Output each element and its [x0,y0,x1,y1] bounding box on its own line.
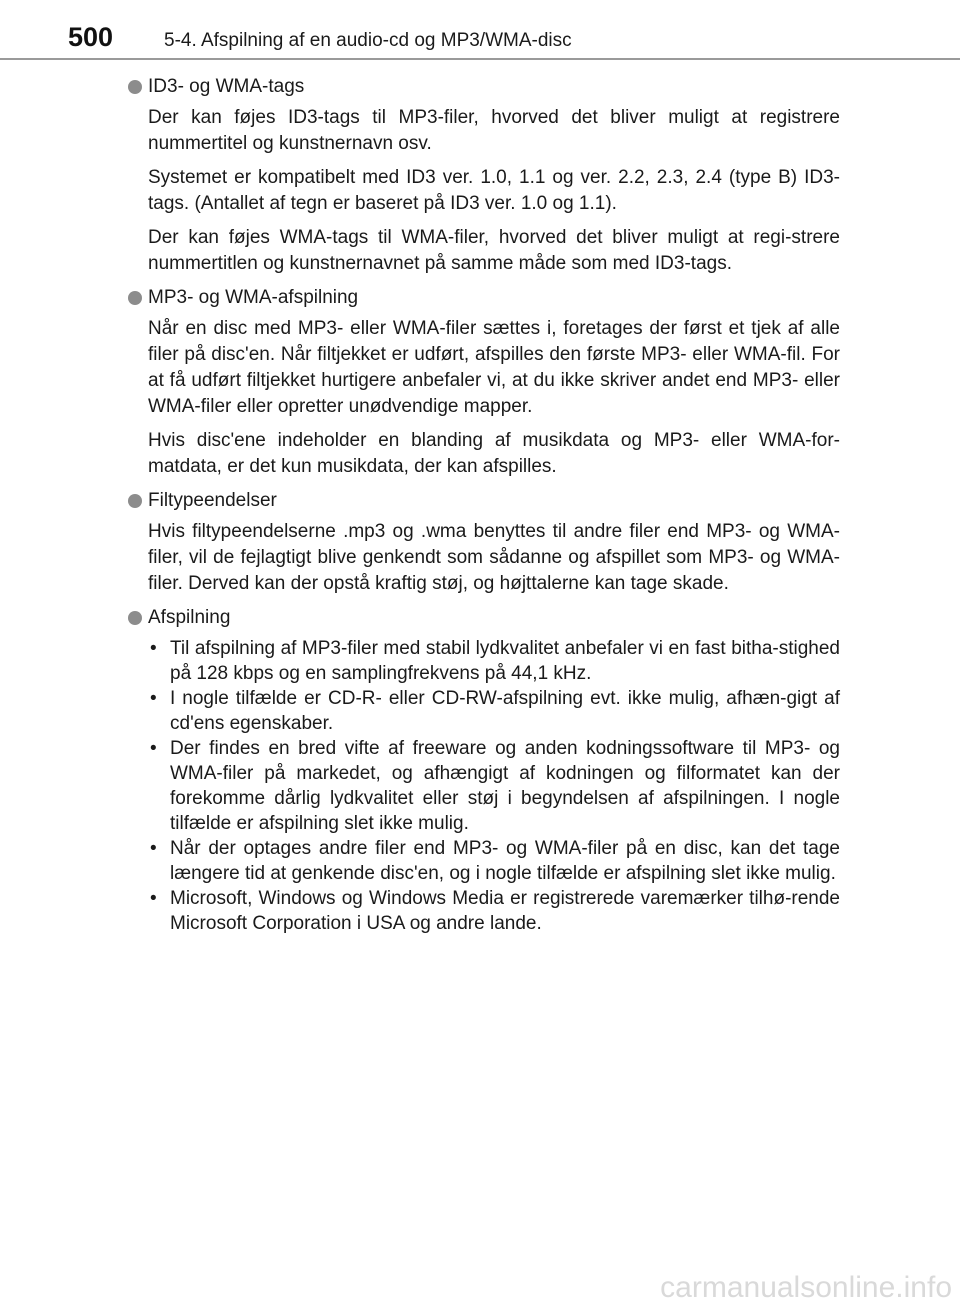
heading-text: MP3- og WMA-afspilning [148,287,359,308]
section-playback [128,605,840,936]
list-item-text: I nogle tilfælde er CD-R- eller CD-RW-afspilning evt. ikke mulig, afhæn-gigt af cd'ens egenskaber. [170,688,840,734]
list-item [148,736,840,836]
section-file-extensions [128,488,840,597]
paragraph: Systemet er kompatibelt med ID3 ver. 1.0, 1.1 og ver. 2.2, 2.3, 2.4 (type B) ID3-tags. (Antallet af tegn er baseret på ID3 ver. 1.0 og 1.1). [148,167,840,214]
section-heading [128,605,840,631]
section-heading [128,285,840,311]
bullet-dot-icon [128,291,142,305]
list-item-text: Når der optages andre filer end MP3- og WMA-filer på en disc, kan det tage længere tid at genkende disc'en, og i nogle tilfælde er afspilning slet ikke mulig. [170,838,840,884]
list-bullet: • [150,888,157,909]
section-mp3-wma-playback [128,285,840,480]
watermark: carmanualsonline.info [660,1271,952,1304]
paragraph: Hvis disc'ene indeholder en blanding af musikdata og MP3- eller WMA-for-matdata, er det kun musikdata, der kan afspilles. [148,430,840,477]
paragraph: Der kan føjes ID3-tags til MP3-filer, hvorved det bliver muligt at registrere nummertitel og kunstnernavn osv. [148,107,840,154]
list-bullet: • [150,838,157,859]
header-rule [0,58,960,60]
list-item-text: Til afspilning af MP3-filer med stabil lydkvalitet anbefaler vi en fast bitha-stighed på 128 kbps og en samplingfrekvens på 44,1 kHz. [170,638,840,684]
page-content [128,74,840,936]
list-bullet: • [150,738,157,759]
list-bullet: • [150,688,157,709]
list-item [148,836,840,886]
section-title: 5-4. Afspilning af en audio-cd og MP3/WMA-disc [164,30,572,51]
paragraph: Hvis filtypeendelserne .mp3 og .wma benyttes til andre filer end MP3- og WMA-filer, vil de fejlagtigt blive genkendt som sådanne og afspillet som MP3- og WMA-filer. Derved kan der opstå kraftig støj, og højttalerne kan tage skade. [148,521,840,594]
section-id3-wma-tags [128,74,840,277]
bullet-dot-icon [128,80,142,94]
bullet-dot-icon [128,611,142,625]
section-heading [128,74,840,100]
paragraph: Der kan føjes WMA-tags til WMA-filer, hvorved det bliver muligt at regi-strere nummertitlen og kunstnernavnet på samme måde som med ID3-tags. [148,227,840,274]
bullet-dot-icon [128,494,142,508]
list-item-text: Der findes en bred vifte af freeware og anden kodningssoftware til MP3- og WMA-filer på markedet, og afhængigt af kodningen og filformatet kan der forekomme dårlig lydkvalitet eller støj i begyndelsen af afspilningen. I nogle tilfælde er afspilning slet ikke mulig. [170,738,840,834]
list-item [148,686,840,736]
list-bullet: • [150,638,157,659]
section-heading [128,488,840,514]
heading-text: Filtypeendelser [148,490,277,511]
page-number: 500 [68,22,114,52]
list-item [148,886,840,936]
paragraph: Når en disc med MP3- eller WMA-filer sættes i, foretages der først et tjek af alle filer på disc'en. Når filtjekket er udført, afspilles den første MP3- eller WMA-fil. For at få udført filtjekket hurtigere anbefaler vi, at du ikke skriver andet end MP3- eller WMA-filer eller opretter unødvendige mapper. [148,318,840,417]
list-item-text: Microsoft, Windows og Windows Media er registrerede varemærker tilhø-rende Microsoft Corporation i USA og andre lande. [170,888,840,934]
playback-list [148,636,840,936]
heading-text: ID3- og WMA-tags [148,76,305,97]
page-header [0,0,960,60]
heading-text: Afspilning [148,607,231,628]
list-item [148,636,840,686]
